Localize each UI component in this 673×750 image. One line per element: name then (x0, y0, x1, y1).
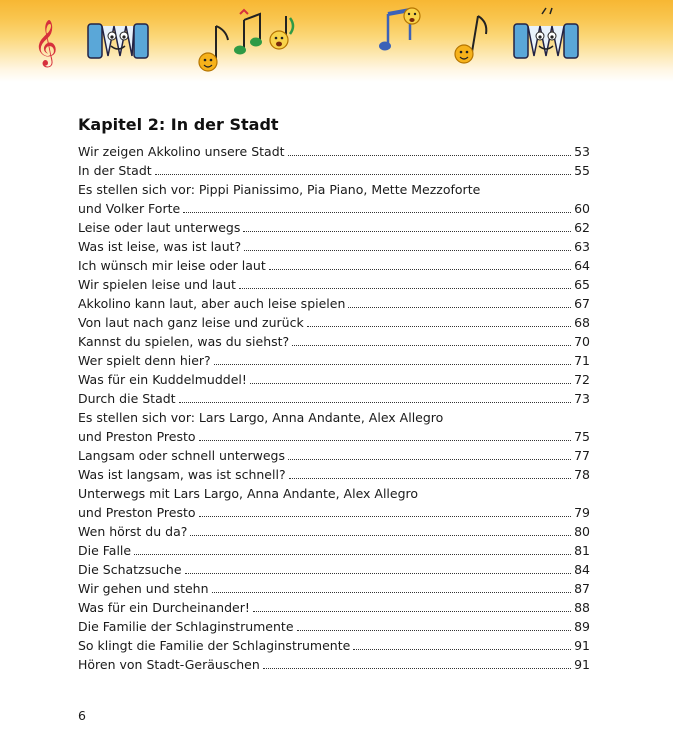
beamed-notes-icon (379, 8, 420, 51)
toc-entry-title: In der Stadt (78, 163, 152, 178)
toc-entry-title: Was für ein Kuddelmuddel! (78, 372, 247, 387)
toc-entry (78, 237, 590, 256)
banner-illustrations (0, 0, 673, 82)
toc-entry-title: Ich wünsch mir leise oder laut (78, 258, 266, 273)
dot-leader (353, 649, 571, 650)
toc-entry-title: Was ist leise, was ist laut? (78, 239, 242, 254)
toc-entry-title: Die Schatzsuche (78, 562, 182, 577)
toc-entry-page: 81 (574, 543, 590, 558)
dot-leader (179, 402, 571, 403)
toc-entry-title: Es stellen sich vor: Lars Largo, Anna Andante, Alex Allegro (78, 410, 444, 425)
toc-entry-page: 60 (574, 201, 590, 216)
toc-entry (78, 465, 590, 484)
toc-entry-page: 79 (574, 505, 590, 520)
toc-entry (78, 332, 590, 351)
toc-entry-page: 68 (574, 315, 590, 330)
toc-entry-page: 91 (574, 638, 590, 653)
dot-leader (307, 326, 571, 327)
dot-leader (190, 535, 571, 536)
dot-leader (183, 212, 571, 213)
toc-entry-title: Von laut nach ganz leise und zurück (78, 315, 304, 330)
toc-entry-title: Durch die Stadt (78, 391, 176, 406)
toc-entry (78, 389, 590, 408)
toc-entry-page: 72 (574, 372, 590, 387)
toc-entry-title: Die Familie der Schlaginstrumente (78, 619, 294, 634)
toc-entry-page: 88 (574, 600, 590, 615)
dot-leader (348, 307, 571, 308)
toc-entry-page: 65 (574, 277, 590, 292)
chapter-title: Kapitel 2: In der Stadt (78, 115, 279, 134)
toc-entry (78, 294, 590, 313)
toc-entry-title: Wir gehen und stehn (78, 581, 209, 596)
toc-entry-page: 89 (574, 619, 590, 634)
dot-leader (199, 440, 571, 441)
toc-entry-page: 55 (574, 163, 590, 178)
toc-entry (78, 484, 590, 503)
toc-entry (78, 180, 590, 199)
toc-entry-title: So klingt die Familie der Schlaginstrumente (78, 638, 351, 653)
music-note-icon (234, 10, 262, 55)
toc-entry-title: und Volker Forte (78, 201, 181, 216)
svg-text:𝄞: 𝄞 (34, 20, 58, 66)
toc-entry-page: 63 (574, 239, 590, 254)
toc-entry-title: Was für ein Durcheinander! (78, 600, 250, 615)
toc-entry-page: 75 (574, 429, 590, 444)
toc-entry (78, 142, 590, 161)
smiling-note-icon (199, 26, 228, 71)
toc-entry (78, 256, 590, 275)
toc-entry (78, 560, 590, 579)
dot-leader (244, 250, 571, 251)
dot-leader (288, 155, 571, 156)
dot-leader (243, 231, 571, 232)
toc-entry-page: 71 (574, 353, 590, 368)
dot-leader (263, 668, 571, 669)
toc-entry (78, 351, 590, 370)
toc-entry (78, 636, 590, 655)
toc-entry-title: Es stellen sich vor: Pippi Pianissimo, Pia Piano, Mette Mezzoforte (78, 182, 481, 197)
toc-entry (78, 275, 590, 294)
dot-leader (134, 554, 571, 555)
toc-entry (78, 446, 590, 465)
toc-entry (78, 655, 590, 674)
toc-entry-page: 73 (574, 391, 590, 406)
toc-entry-title: Leise oder laut unterwegs (78, 220, 241, 235)
toc-entry (78, 427, 590, 446)
accordion-character-icon (88, 24, 148, 58)
treble-clef-icon (34, 20, 58, 68)
toc-entry-page: 87 (574, 581, 590, 596)
toc-entry (78, 199, 590, 218)
toc-entry-title: Die Falle (78, 543, 132, 558)
toc-entry-page: 62 (574, 220, 590, 235)
dot-leader (269, 269, 571, 270)
dot-leader (250, 383, 571, 384)
toc-entry (78, 541, 590, 560)
dot-leader (155, 174, 571, 175)
toc-entry (78, 617, 590, 636)
toc-entry (78, 218, 590, 237)
toc-entry (78, 313, 590, 332)
dot-leader (212, 592, 571, 593)
toc-entry-title: Langsam oder schnell unterwegs (78, 448, 285, 463)
dot-leader (199, 516, 571, 517)
toc-entry-page: 70 (574, 334, 590, 349)
toc-entry (78, 579, 590, 598)
singing-note-icon (270, 16, 293, 49)
toc-entry (78, 161, 590, 180)
decorative-banner (0, 0, 673, 82)
page-number: 6 (78, 708, 86, 723)
smiling-note-icon (455, 16, 486, 63)
toc-entry-title: Unterwegs mit Lars Largo, Anna Andante, Alex Allegro (78, 486, 419, 501)
dot-leader (292, 345, 571, 346)
dot-leader (289, 478, 571, 479)
toc-entry-page: 77 (574, 448, 590, 463)
toc-entry-title: Wer spielt denn hier? (78, 353, 211, 368)
toc-entry (78, 598, 590, 617)
table-of-contents (78, 142, 590, 674)
toc-entry-title: Kannst du spielen, was du siehst? (78, 334, 290, 349)
toc-entry-title: Wir zeigen Akkolino unsere Stadt (78, 144, 285, 159)
toc-entry-title: Akkolino kann laut, aber auch leise spielen (78, 296, 346, 311)
dot-leader (239, 288, 571, 289)
toc-entry-page: 80 (574, 524, 590, 539)
toc-entry-page: 84 (574, 562, 590, 577)
toc-entry-title: Wir spielen leise und laut (78, 277, 236, 292)
toc-entry-title: und Preston Presto (78, 429, 196, 444)
dot-leader (253, 611, 571, 612)
toc-entry-title: Hören von Stadt-Geräuschen (78, 657, 260, 672)
dot-leader (288, 459, 571, 460)
toc-entry-page: 67 (574, 296, 590, 311)
toc-entry-title: Was ist langsam, was ist schnell? (78, 467, 286, 482)
toc-entry-title: Wen hörst du da? (78, 524, 188, 539)
toc-entry (78, 408, 590, 427)
toc-entry-page: 78 (574, 467, 590, 482)
accordion-character-icon (514, 8, 578, 58)
toc-entry (78, 370, 590, 389)
toc-entry-page: 64 (574, 258, 590, 273)
toc-entry (78, 522, 590, 541)
toc-entry-page: 53 (574, 144, 590, 159)
dot-leader (297, 630, 571, 631)
toc-entry (78, 503, 590, 522)
toc-entry-page: 91 (574, 657, 590, 672)
toc-entry-title: und Preston Presto (78, 505, 196, 520)
dot-leader (214, 364, 571, 365)
dot-leader (185, 573, 571, 574)
